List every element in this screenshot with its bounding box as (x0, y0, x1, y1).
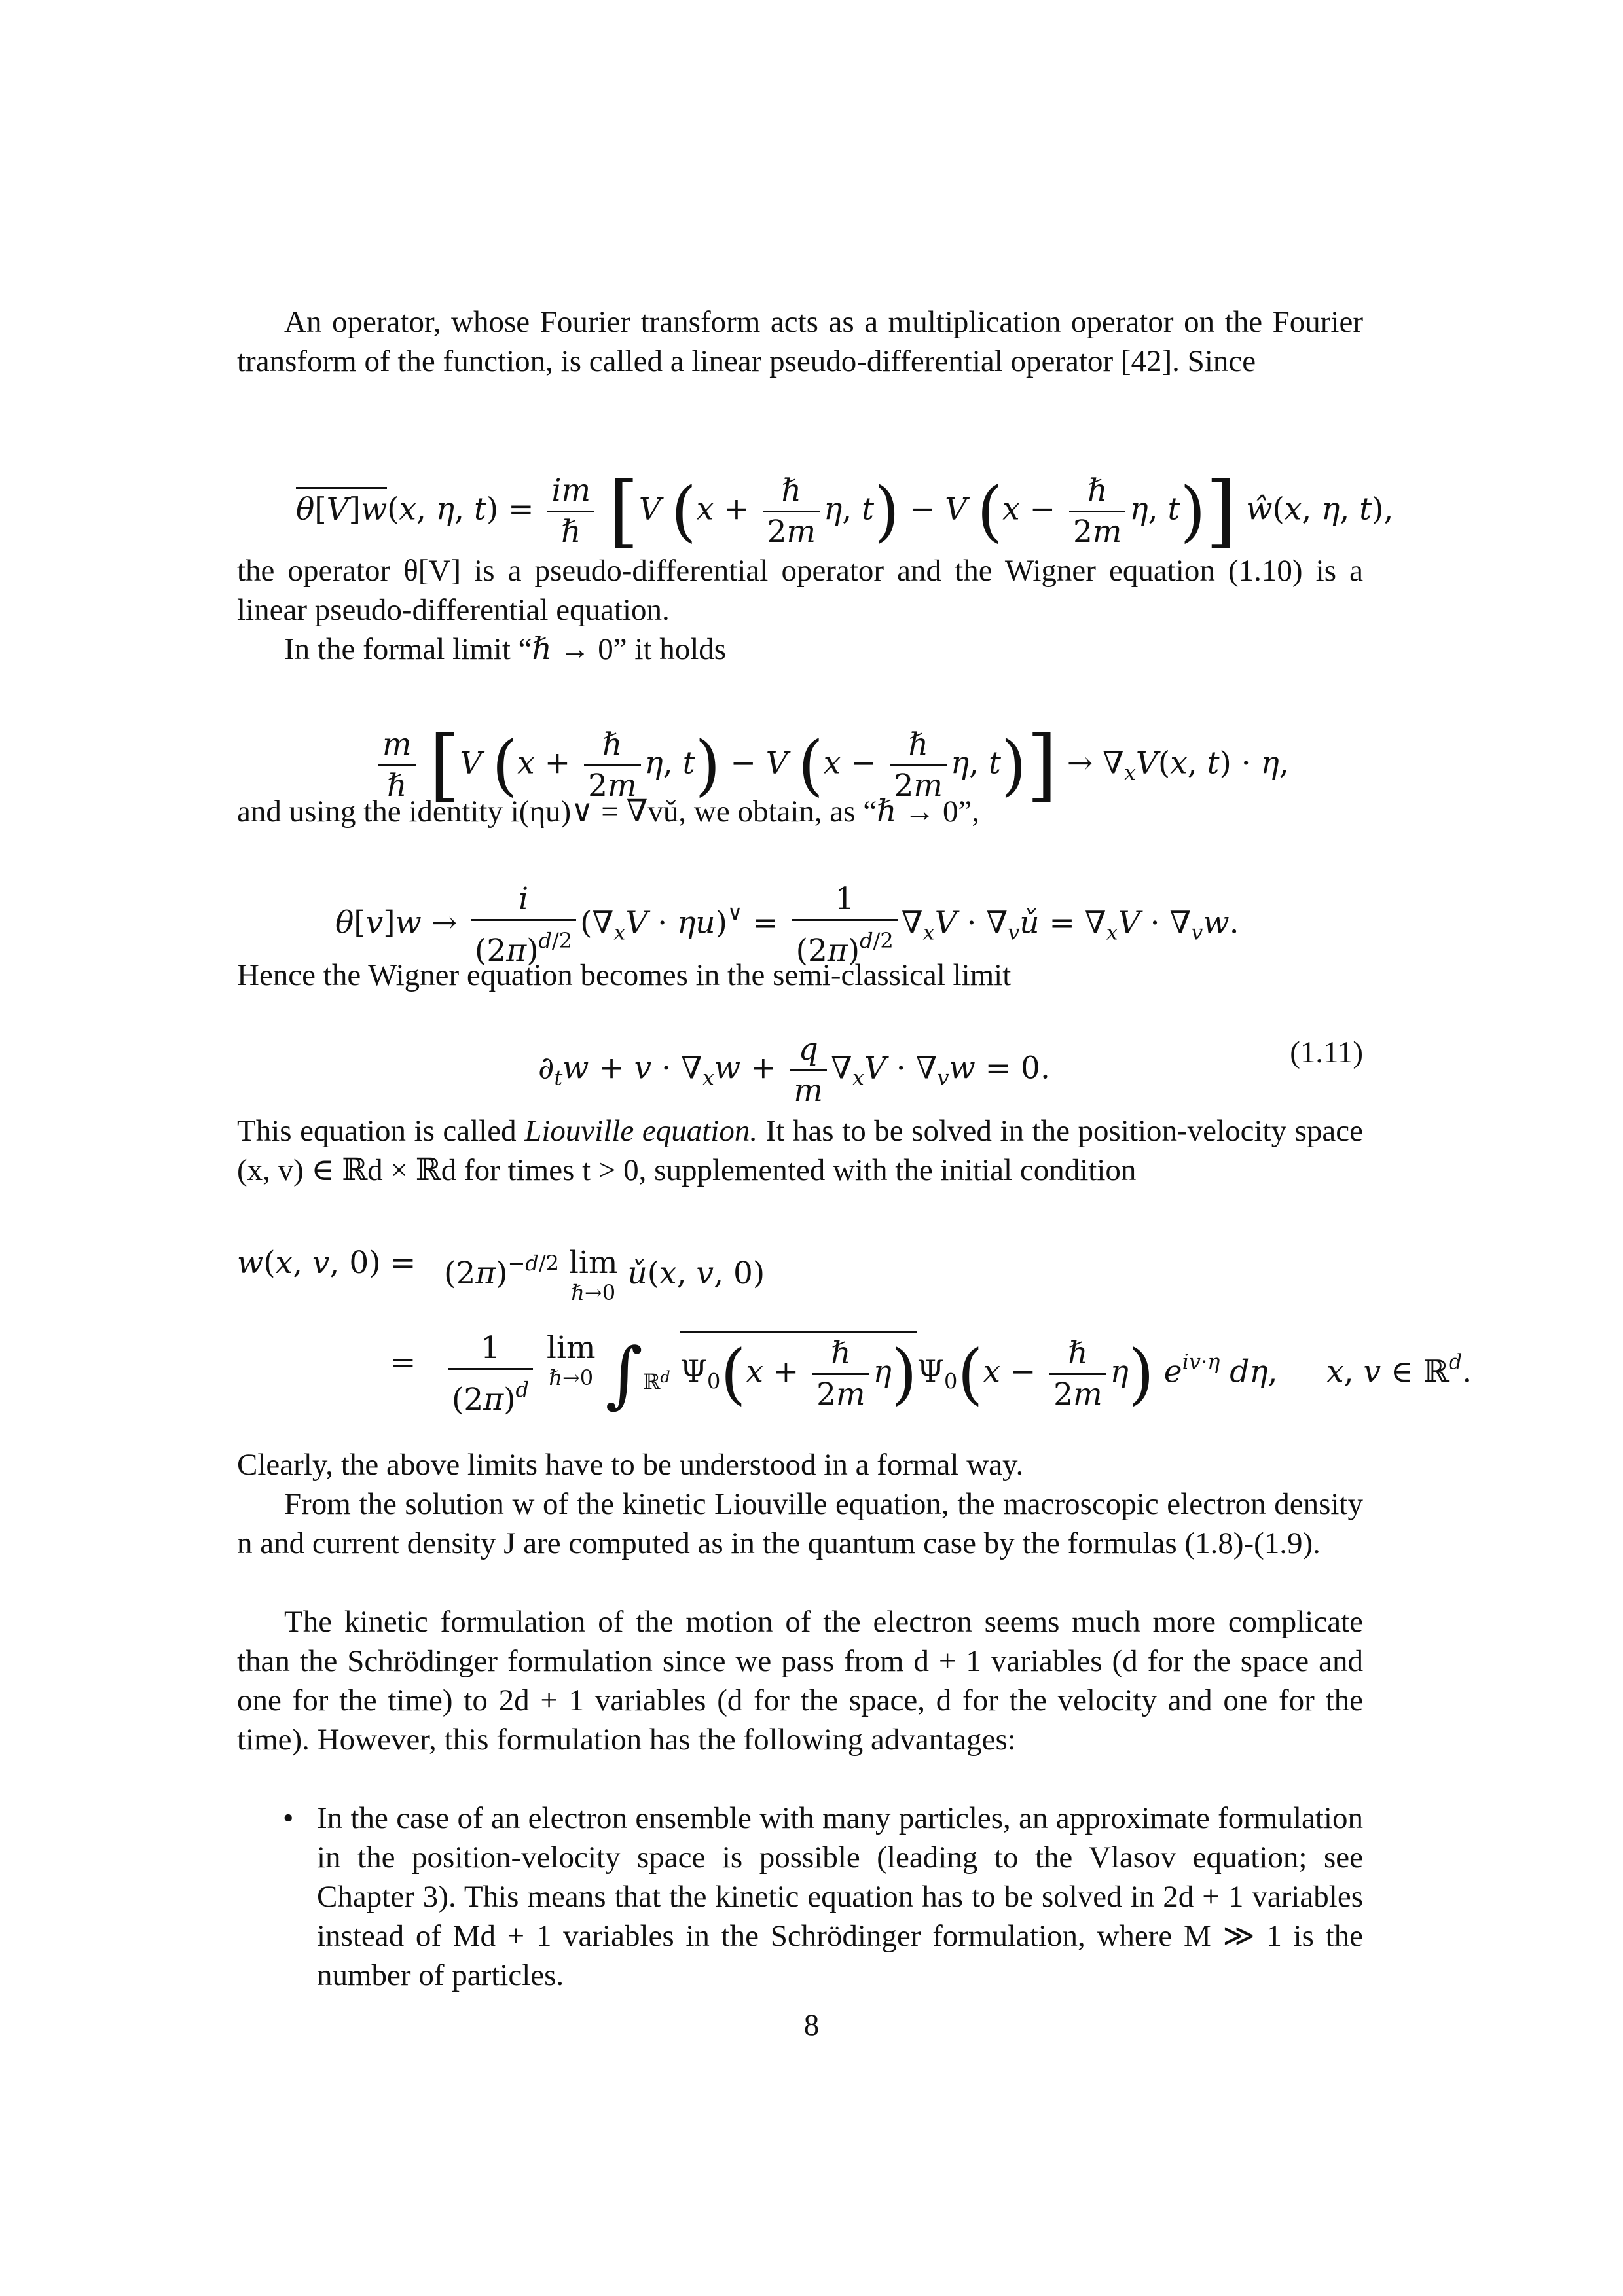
page-number: 8 (803, 2008, 820, 2042)
equation-initial-condition-rhs2: $\frac{1}{(2\pi)^d}$ lim ℏ→0 $\int_{ℝ^d}$ $\Psi_0(x$ + $\frac{\text{ℏ}}{2m}$ $\eta)\Psi_0(x$ − $\frac{\text{ℏ}}{2m}$ η) $e^{iv\cdot\eta}$ dη, x, v ∈ ℝ$^d$. (444, 1329, 1472, 1420)
paragraph-formal-limit: In the formal limit “ℏ → 0” it holds (284, 632, 727, 666)
equation-initial-condition-line1: w(x, v, 0) (237, 1245, 381, 1281)
paragraph-identity: and using the identity i(ηu)∨ = ∇vǔ, we obtain, as “ℏ → 0”, (237, 795, 980, 829)
liouville-text-part1: This equation is called (237, 1114, 517, 1148)
liouville-emphasis: Liouville equation. (524, 1114, 758, 1148)
bullet-marker: • (283, 1801, 294, 1835)
equation-number-1-11: (1.11) (1290, 1035, 1363, 1069)
paragraph-formal-way: Clearly, the above limits have to be understood in a formal way. (237, 1448, 1024, 1482)
paragraph-macroscopic-density: From the solution w of the kinetic Liouville equation, the macroscopic electron density n and current density J are computed as in the quantum case by the formulas (1.8)-(1.9). (237, 1487, 1363, 1560)
paragraph-liouville-equation (237, 1111, 1363, 1190)
equation-initial-condition-eq1: = (390, 1245, 416, 1281)
paragraph-semi-classical: Hence the Wigner equation becomes in the semi-classical limit (237, 958, 1012, 992)
equation-initial-condition-rhs1: $(2\pi)^{-d/2}$ lim ℏ→0 ǔ(x, v, 0) (444, 1245, 765, 1305)
equation-theta-limit: θ[v]w → $\frac{i}{(2\pi)^{d/2}}$ $(\nabla_xV \cdot \eta u)^\vee$ = $\frac{1}{(2\pi)^{d/2}}$ $\nabla_xV$ · $\nabla_vǔ = \nabla_xV \cdot \nabla_vw$. (335, 881, 1239, 969)
equation-liouville: $\partial_tw + v \cdot \nabla_xw$ + $\frac{q}{m}$ $\nabla_xV \cdot \nabla_vw = 0$. (538, 1031, 1050, 1109)
equation-fourier-transform: θ[V]w(x, η, t) = $\frac{im}{\text{ℏ}}$ [V (x + $\frac{\text{ℏ}}{2m}$ η, t) − V (x − $\frac{\text{ℏ}}{2m}$ η, t)] ŵ(x, η, t), (296, 465, 1394, 557)
liouville-text-part2: It has to be solved in the position-velocity space (x, v) ∈ ℝd × ℝd for times t > 0, supplemented with the initial condition (237, 1114, 1363, 1187)
paragraph-kinetic-formulation: The kinetic formulation of the motion of the electron seems much more complicate than the Schrödinger formulation since we pass from d + 1 variables (d for the space and one for the time) to 2d + 1 variables (d for the space, d for the velocity and one for the time). However, this formulation has the following advantages: (237, 1605, 1363, 1757)
bullet-item-advantage: In the case of an electron ensemble with many particles, an approximate formulation in the position-velocity space is possible (leading to the Vlasov equation; see Chapter 3). This means that the kinetic equation has to be solved in 2d + 1 variables instead of Md + 1 variables in the Schrödinger formulation, where M ≫ 1 is the number of particles. (317, 1801, 1363, 1992)
paragraph-operator-definition: An operator, whose Fourier transform acts as a multiplication operator on the Fourier transform of the function, is called a linear pseudo-differential operator [42]. Since (237, 305, 1363, 378)
equation-formal-limit: $\frac{m}{\text{ℏ}}$ [V (x + $\frac{\text{ℏ}}{2m}$ η, t) − V (x − $\frac{\text{ℏ}}{2m}$ η, $t)] \to \nabla_xV(x$, t) · η, (374, 725, 1289, 806)
equation-initial-condition-eq2: = (390, 1344, 416, 1380)
paragraph-pseudo-differential: the operator θ[V] is a pseudo-differential operator and the Wigner equation (1.10) is a linear pseudo-differential equation. (237, 554, 1363, 627)
